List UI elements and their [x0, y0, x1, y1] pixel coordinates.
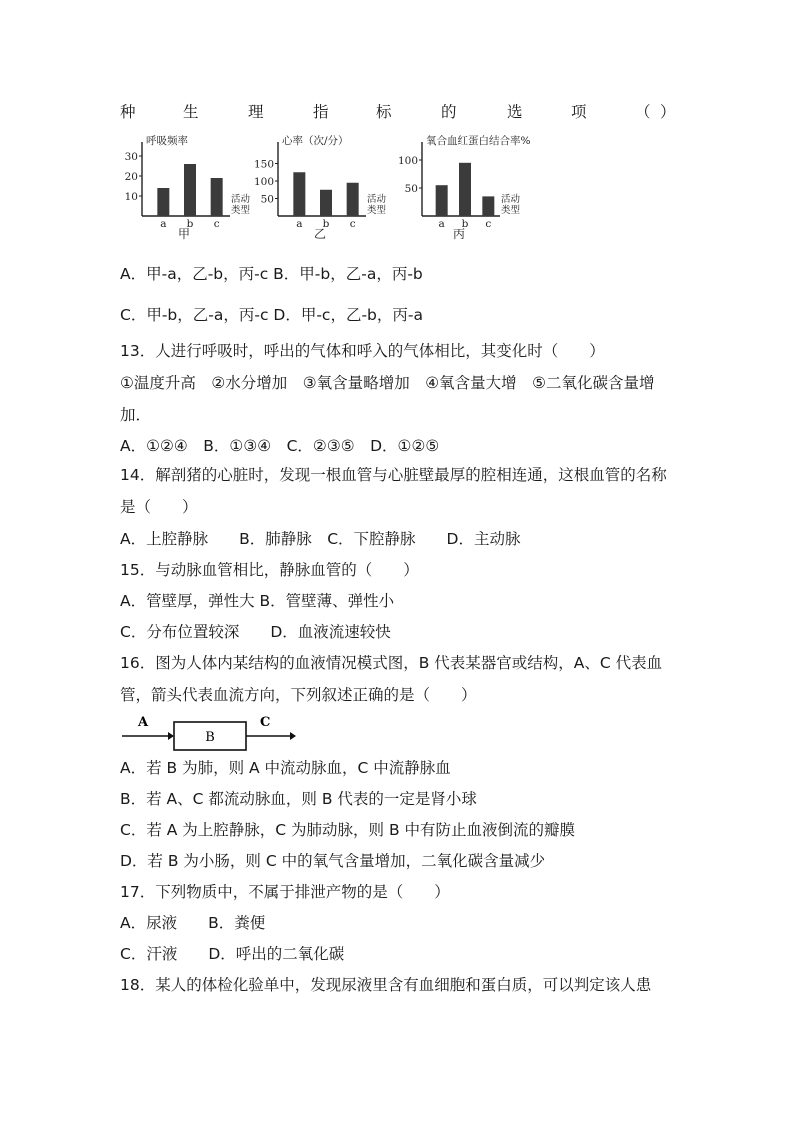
y-tick-label: 100 — [253, 176, 274, 188]
x-tick-label: c — [485, 218, 492, 230]
arrow-c-head — [290, 732, 296, 740]
q15-options: C．分布位置较深 D．血液流速较快 — [120, 623, 391, 641]
q14-options: A．上腔静脉 B．肺静脉 C．下腔静脉 D．主动脉 — [120, 530, 521, 548]
chart-title: 呼吸频率 — [146, 135, 188, 147]
q12-title-char: 指 — [313, 103, 329, 121]
q15-options: A．管壁厚，弹性大 B．管壁薄、弹性小 — [120, 592, 395, 610]
q17-options: A．尿液 B．粪便 — [120, 914, 266, 932]
bar — [211, 178, 223, 216]
q16-option-d: D．若 B 为小肠，则 C 中的氧气含量增加，二氧化碳含量减少 — [120, 852, 546, 870]
q12-title-char: 标 — [376, 103, 392, 121]
chart-svg — [397, 134, 531, 246]
bar — [184, 164, 196, 216]
q14-stem-cont: 是（ ） — [120, 498, 198, 516]
y-tick-label: 150 — [253, 158, 274, 171]
blood-flow-diagram — [120, 712, 300, 756]
q12-title-char: 选 — [507, 103, 523, 121]
panel-label: 乙 — [313, 227, 327, 241]
q18-stem: 18．某人的体检化验单中，发现尿液里含有血细胞和蛋白质，可以判定该人患 — [120, 976, 652, 994]
x-tick-label: b — [186, 218, 194, 230]
q14-stem: 14．解剖猪的心脏时，发现一根血管与心脏壁最厚的腔相连通，这根血管的名称 — [120, 466, 667, 484]
y-tick-label: 20 — [124, 171, 138, 183]
q12-title-char: 生 — [183, 103, 199, 121]
q13-stem: 13．人进行呼吸时，呼出的气体和呼入的气体相比，其变化时（ ） — [120, 342, 605, 360]
x-tick-label: c — [213, 218, 220, 230]
q17-options: C．汗液 D．呼出的二氧化碳 — [120, 945, 345, 963]
q16-stem-cont: 管，箭头代表血流方向，下列叙述正确的是（ ） — [120, 686, 477, 704]
q13-options: A．①②④ B．①③④ C．②③⑤ D．①②⑤ — [120, 437, 440, 455]
chart-title: 氧合血红蛋白结合率% — [426, 135, 531, 147]
chart-yi — [253, 134, 396, 246]
y-tick-label: 30 — [124, 151, 138, 163]
vessel-c-label: C — [260, 715, 271, 730]
y-tick-label: 50 — [260, 193, 274, 206]
bar — [347, 183, 359, 216]
q12-option-line: C．甲-b，乙-a，丙-c D．甲-c，乙-b，丙-a — [120, 306, 423, 324]
q12-title — [120, 100, 676, 122]
chart-svg — [120, 134, 260, 246]
organ-b-label: B — [205, 730, 215, 745]
y-tick-label: 10 — [124, 191, 138, 203]
q16-option-b: B．若 A、C 都流动脉血，则 B 代表的一定是肾小球 — [120, 790, 477, 808]
y-tick-label: 100 — [397, 155, 418, 167]
chart-jia — [120, 134, 260, 246]
chart-bing — [397, 134, 531, 246]
bar — [436, 185, 448, 216]
x-tick-label: b — [322, 218, 330, 230]
q16-option-c: C．若 A 为上腔静脉，C 为肺动脉，则 B 中有防止血液倒流的瓣膜 — [120, 821, 576, 839]
q16-stem: 16．图为人体内某结构的血液情况模式图，B 代表某器官或结构，A、C 代表血 — [120, 654, 663, 672]
q12-title-char: 种 — [120, 103, 136, 121]
x-tick-label: b — [461, 218, 469, 230]
q12-title-char: （ — [635, 103, 651, 121]
q12-title-char: 的 — [441, 103, 457, 121]
x-axis-label: 类型 — [231, 205, 251, 216]
x-axis-label: 类型 — [501, 205, 521, 216]
y-tick-label: 50 — [404, 183, 418, 195]
x-axis-label: 类型 — [367, 205, 387, 216]
q12-title-char: 理 — [248, 103, 264, 121]
bar — [157, 188, 169, 216]
x-tick-label: a — [438, 218, 445, 230]
x-axis-label: 活动 — [231, 194, 251, 205]
q12-title-char: ） — [660, 103, 676, 121]
bar — [459, 163, 471, 216]
x-tick-label: c — [349, 218, 356, 230]
x-axis-label: 活动 — [367, 194, 387, 205]
arrow-a-head — [168, 732, 174, 740]
q17-stem: 17．下列物质中，不属于排泄产物的是（ ） — [120, 883, 450, 901]
q12-option-line: A．甲-a，乙-b，丙-c B．甲-b，乙-a，丙-b — [120, 265, 423, 283]
chart-svg — [253, 134, 396, 246]
q15-stem: 15．与动脉血管相比，静脉血管的（ ） — [120, 561, 419, 579]
q12-title-char: 项 — [571, 103, 587, 121]
vessel-a-label: A — [138, 715, 149, 730]
x-tick-label: a — [160, 218, 167, 230]
bar — [320, 190, 332, 216]
panel-label: 丙 — [452, 227, 466, 241]
panel-label: 甲 — [177, 227, 191, 241]
x-axis-label: 活动 — [501, 194, 521, 205]
x-tick-label: a — [296, 218, 303, 230]
chart-title: 心率（次/分） — [282, 135, 349, 147]
q13-items-cont: 加． — [120, 406, 152, 424]
q13-items: ①温度升高 ②水分增加 ③氧含量略增加 ④氧含量大增 ⑤二氧化碳含量增 — [120, 374, 655, 392]
bar — [482, 196, 494, 216]
q16-option-a: A．若 B 为肺，则 A 中流动脉血，C 中流静脉血 — [120, 759, 451, 777]
bar — [293, 172, 305, 216]
